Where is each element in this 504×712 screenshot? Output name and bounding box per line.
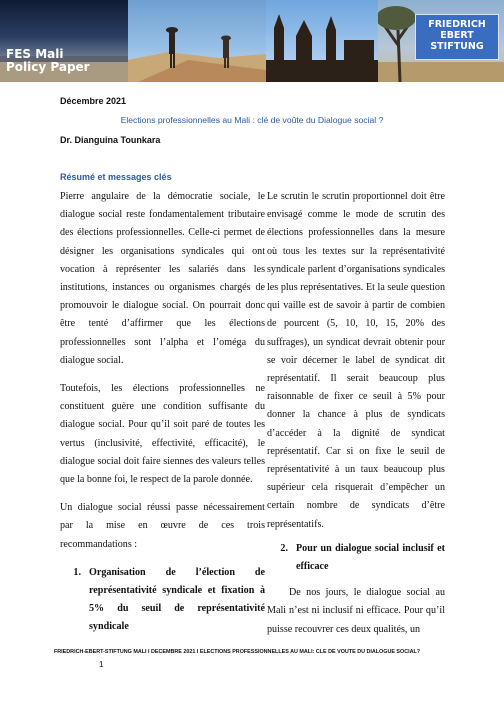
- paragraph: Pierre angulaire de la démocratie sociale, le dialogue social reste fondamentalement tributaire des élections professionnelles. Celle-ci permet de désigner les organisations syndicales qui ont vocation à représenter les salariés dans les institutions, instances ou organismes chargés de promouvoir le dialogue social. On pourrait donc être tenté d’affirmer que les élections professionnelles sont l’alpha et l’oméga du dialogue social.: [60, 191, 265, 366]
- publication-date: Décembre 2021: [60, 96, 127, 106]
- right-column: [267, 188, 445, 645]
- author: Dr. Dianguina Tounkara: [60, 135, 161, 145]
- list-heading: Organisation de l’élection de représentativité syndicale et fixation à 5% du seuil de représentativité syndicale: [89, 566, 265, 633]
- logo-line-1: FRIEDRICH: [428, 19, 486, 30]
- list-number: 1.: [73, 566, 81, 578]
- recommendation-1: [60, 564, 265, 637]
- logo-line-3: STIFTUNG: [430, 41, 484, 52]
- left-column: [60, 188, 265, 645]
- paragraph: Un dialogue social réussi passe nécessairement par la mise en œuvre de ces trois recommandations :: [60, 502, 265, 550]
- series-title-line-2: Policy Paper: [6, 60, 90, 74]
- banner-photo-figures: [128, 0, 266, 82]
- recommendation-2: [267, 540, 445, 576]
- series-title-line-1: FES Mali: [6, 47, 64, 61]
- fes-logo: [415, 14, 499, 60]
- logo-line-2: EBERT: [440, 30, 474, 41]
- header-banner: [0, 0, 504, 82]
- section-heading: Résumé et messages clés: [60, 172, 172, 182]
- page-number: 1: [99, 660, 104, 669]
- document-title: Elections professionnelles au Mali : clé de voûte du Dialogue social ?: [120, 115, 384, 125]
- figures-illustration: [128, 0, 266, 82]
- list-number: 2.: [280, 542, 288, 554]
- running-footer: FRIEDRICH-EBERT-STIFTUNG MALI I DECEMBRE 2021 I ELECTIONS PROFESSIONNELLES AU MALI: CLE DE VOUTE DU DIALOGUE SOCIAL?: [54, 649, 421, 655]
- mosque-illustration: [266, 0, 378, 82]
- paragraph: Toutefois, les élections professionnelles ne constituent guère une condition suffisante du dialogue social. Pour qu’il soit paré de toutes les vertus (inclusivité, effectivité, efficacité), le dialogue social doit faire siennes des valeurs telles que la bonne foi, le respect de la parole donnée.: [60, 383, 265, 486]
- banner-photo-mosque: [266, 0, 378, 82]
- series-title: [6, 48, 90, 74]
- paragraph: De nos jours, le dialogue social au Mali n’est ni inclusif ni efficace. Pour qu’il puisse recouvrer ces deux qualités, un: [267, 587, 445, 635]
- list-heading: Pour un dialogue social inclusif et efficace: [296, 542, 445, 573]
- paragraph: Le scrutin le scrutin proportionnel doit être envisagé comme le mode de scrutin des élections professionnelles dans la mesure où tous les textes sur la représentativité syndicale parlent d’organisations syndicales les plus représentatives. Et la seule question qui vaille est de savoir à partir de combien de pourcent (5, 10, 10, 15, 20% des suffrages), un syndicat devrait obtenir pour se voir décerner le label de syndicat dit représentatif. Il serait beaucoup plus raisonnable de fixer ce seuil à 5% pour donner la chance à plus de syndicats d’accéder à la dignité de syndicat représentatif. Car si on fixe le seuil de représentativité à un taux beaucoup plus supérieur cela risquerait d’empêcher un certain nombre de syndicats d’être représentatifs.: [267, 191, 445, 530]
